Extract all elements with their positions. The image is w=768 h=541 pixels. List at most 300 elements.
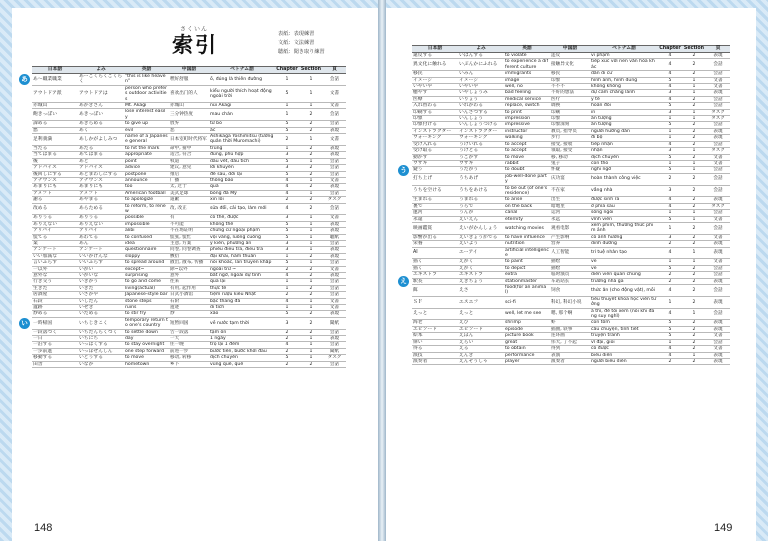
table-cell: 有 bbox=[169, 215, 209, 221]
table-cell: 表現 bbox=[706, 128, 730, 134]
table-cell: về nước tạm thời bbox=[209, 317, 275, 329]
table-cell: 駅長 bbox=[412, 278, 458, 284]
table-cell: 5 bbox=[658, 77, 682, 83]
table-cell: trúng bbox=[209, 145, 275, 151]
table-cell: tiệm rượu kiểu Nhật bbox=[209, 292, 275, 298]
table-cell: biểu diễn bbox=[590, 352, 658, 358]
table-cell: ồ, đúng là thiên đường bbox=[209, 74, 275, 86]
table-cell: 一以外 bbox=[32, 266, 78, 272]
column-header: ベトナム語 bbox=[209, 67, 275, 74]
table-cell: あやまる bbox=[78, 197, 124, 203]
table-cell: あわてる bbox=[78, 234, 124, 240]
table-cell: インストラクター bbox=[412, 128, 458, 134]
table-cell: いいかげんな bbox=[78, 253, 124, 259]
table-cell: 後 bbox=[32, 158, 78, 164]
table-cell: to have influence bbox=[504, 234, 550, 240]
table-cell: えきちょう bbox=[458, 278, 504, 284]
table-cell: 散出, 散布, 传播 bbox=[169, 260, 209, 266]
table-cell: タスク bbox=[706, 148, 730, 154]
book-gutter bbox=[378, 0, 386, 541]
table-cell: 文書 bbox=[323, 103, 346, 109]
table-cell: 1 bbox=[275, 305, 299, 311]
table-cell: ウサギ bbox=[412, 160, 458, 166]
table-cell: to depict bbox=[504, 265, 550, 271]
table-cell: 会話 bbox=[706, 308, 730, 320]
table-cell: 适合, 符合 bbox=[169, 152, 209, 158]
table-cell: あとまわしにする bbox=[78, 171, 124, 177]
table-cell: 表現 bbox=[706, 320, 730, 326]
table-cell: 受け取る bbox=[412, 148, 458, 154]
index-title-block bbox=[172, 26, 218, 57]
table-cell: 5 bbox=[658, 216, 682, 222]
table-cell: one step forward bbox=[124, 348, 169, 354]
legend-item: 聴紙：聞き取り練習 bbox=[278, 49, 325, 55]
table-cell: 问卷, 问卷调查 bbox=[169, 247, 209, 253]
table-row bbox=[32, 74, 346, 86]
table-cell: 演奏者 bbox=[412, 358, 458, 364]
column-header: 中国語 bbox=[550, 46, 590, 53]
table-cell: vội vàng, luống cuống bbox=[209, 234, 275, 240]
table-cell: trọ lại 1 đêm bbox=[209, 342, 275, 348]
table-row bbox=[32, 361, 346, 367]
table-cell: 2 bbox=[682, 234, 706, 240]
table-cell: to reform, to renew bbox=[124, 203, 169, 215]
table-cell: 2 bbox=[275, 197, 299, 203]
table-cell: American football bbox=[124, 190, 169, 196]
table-cell: too bbox=[124, 184, 169, 190]
table-cell: 印刷 bbox=[550, 109, 590, 115]
table-cell: 表現 bbox=[706, 135, 730, 141]
table-cell: 科幻, 科幻小说 bbox=[550, 296, 590, 308]
table-cell: 1 bbox=[275, 253, 299, 259]
table-cell: 1 bbox=[658, 259, 682, 265]
column-header: 英語 bbox=[124, 67, 169, 74]
table-cell: 1 bbox=[299, 342, 323, 348]
table-cell: 一段落つく bbox=[32, 329, 78, 335]
table-cell: 遗迹 bbox=[169, 305, 209, 311]
table-row bbox=[412, 247, 730, 259]
table-cell: truyện tranh bbox=[590, 333, 658, 339]
table-cell: 飽きっぽい bbox=[32, 109, 78, 121]
index-table-right bbox=[412, 45, 730, 365]
table-cell: 映画鑑賞 bbox=[412, 222, 458, 234]
table-cell: bad feeling bbox=[504, 90, 550, 96]
table-cell: いきた bbox=[78, 285, 124, 291]
table-cell: タスク bbox=[706, 109, 730, 115]
table-cell: 4 bbox=[658, 203, 682, 209]
table-cell: 文書 bbox=[323, 305, 346, 311]
table-cell: 1 bbox=[299, 177, 323, 183]
table-cell: alibi bbox=[124, 228, 169, 234]
table-cell: thực tế bbox=[209, 285, 275, 291]
table-cell: えいよう bbox=[458, 241, 504, 247]
table-cell: bậc thang đá bbox=[209, 298, 275, 304]
table-cell: ありうる bbox=[32, 215, 78, 221]
table-cell: 1 bbox=[299, 134, 323, 146]
table-cell: いやしょうみ bbox=[458, 90, 504, 96]
table-cell: 2 bbox=[682, 59, 706, 71]
table-cell: 移, 移动 bbox=[550, 154, 590, 160]
table-cell: 4 bbox=[658, 84, 682, 90]
table-cell: 乡下 bbox=[169, 361, 209, 367]
table-cell: to obtain bbox=[504, 346, 550, 352]
table-cell: player bbox=[504, 358, 550, 364]
table-cell: 会話 bbox=[706, 103, 730, 109]
table-cell: 会話 bbox=[706, 167, 730, 173]
table-cell: 往来 bbox=[169, 279, 209, 285]
table-cell: bước tiến, bước khởi đầu bbox=[209, 348, 275, 354]
table-cell: chứng cứ ngoại phạm bbox=[209, 228, 275, 234]
table-cell: mau chán bbox=[209, 109, 275, 121]
table-cell: impressive bbox=[504, 122, 550, 128]
table-cell: 1 ngày bbox=[209, 336, 275, 342]
table-cell: いしだん bbox=[78, 298, 124, 304]
table-cell: temporary return to one's country bbox=[125, 317, 168, 329]
table-cell: 会話 bbox=[706, 173, 730, 185]
table-cell: 三分钟热度 bbox=[169, 109, 209, 121]
table-cell: day bbox=[124, 336, 169, 342]
table-cell: あきらめる bbox=[78, 121, 124, 127]
table-cell: 1 bbox=[299, 228, 323, 234]
table-cell: đi bộ bbox=[590, 135, 658, 141]
table-cell: ác bbox=[209, 127, 275, 133]
table-cell: food(for an animal) bbox=[504, 285, 550, 297]
table-cell: 会話 bbox=[323, 260, 346, 266]
table-cell: 文書 bbox=[323, 266, 346, 272]
table-cell: えがく bbox=[458, 265, 504, 271]
table-cell: 庆功宴 bbox=[550, 173, 590, 185]
table-row bbox=[412, 185, 730, 197]
table-cell: いぶんかにふれる bbox=[458, 59, 504, 71]
table-cell: 4 bbox=[275, 190, 299, 196]
table-cell: 得到 bbox=[550, 346, 590, 352]
table-cell: tạm ổn bbox=[209, 329, 275, 335]
table-cell: 产生影响 bbox=[550, 234, 590, 240]
table-cell: 2 bbox=[682, 71, 706, 77]
index-title: 索引 bbox=[172, 33, 218, 57]
table-cell: 1 bbox=[299, 279, 323, 285]
table-cell: 移动, 转移 bbox=[169, 355, 209, 361]
table-cell: 2 bbox=[275, 348, 299, 354]
table-cell: impression bbox=[504, 116, 550, 122]
table-cell: person who prefers outdoor activities bbox=[125, 85, 168, 102]
table-cell: 1 bbox=[299, 85, 323, 102]
table-cell: 会話 bbox=[323, 342, 346, 348]
table-cell: extra bbox=[504, 272, 550, 278]
table-cell: except~ bbox=[124, 266, 169, 272]
table-cell: 2 bbox=[682, 122, 706, 128]
table-cell: con thỏ bbox=[590, 160, 658, 166]
table-cell: 4 bbox=[658, 59, 682, 71]
table-cell: 1 bbox=[682, 259, 706, 265]
table-cell: 2 bbox=[682, 141, 706, 147]
table-cell: 裏で bbox=[412, 203, 458, 209]
table-cell: di tích bbox=[209, 305, 275, 311]
table-cell: ウサギ bbox=[458, 160, 504, 166]
table-cell: 1 bbox=[299, 103, 323, 109]
table-cell: アドバイス bbox=[78, 165, 124, 171]
table-row bbox=[412, 296, 730, 308]
table-cell: 違反する bbox=[412, 53, 458, 59]
column-header: 中国語 bbox=[169, 67, 209, 74]
column-header: 頁 bbox=[706, 46, 730, 53]
table-cell: 4 bbox=[275, 184, 299, 190]
table-cell: dinh dưỡng bbox=[590, 241, 658, 247]
table-cell: 伟大, 了不起 bbox=[550, 339, 590, 345]
table-cell: 移民 bbox=[412, 71, 458, 77]
table-cell: 1 bbox=[299, 336, 323, 342]
table-cell: 4 bbox=[275, 203, 299, 215]
table-cell: イメージ bbox=[412, 77, 458, 83]
table-cell: アナウンス bbox=[32, 177, 78, 183]
table-cell: 表現 bbox=[706, 358, 730, 364]
table-cell: 医療 bbox=[412, 96, 458, 102]
table-cell: 文書 bbox=[323, 85, 346, 102]
table-cell: to print bbox=[504, 109, 550, 115]
kana-section-marker: い bbox=[19, 318, 30, 329]
table-cell: えほん bbox=[458, 333, 504, 339]
table-cell: いがいな bbox=[78, 273, 124, 279]
table-cell: vẽ bbox=[590, 259, 658, 265]
table-cell: 太, 过于 bbox=[169, 184, 209, 190]
table-cell: 1 bbox=[299, 215, 323, 221]
table-cell: sloppy bbox=[124, 253, 169, 259]
table-cell: エキストラ bbox=[412, 272, 458, 278]
table-cell: 印刷する bbox=[412, 109, 458, 115]
table-cell: 田舎 bbox=[32, 361, 78, 367]
table-cell: 石段 bbox=[32, 298, 78, 304]
table-cell: いい加減な bbox=[32, 253, 78, 259]
table-cell: 言いふらす bbox=[32, 260, 78, 266]
table-cell: 2 bbox=[682, 197, 706, 203]
table-cell: 5 bbox=[658, 333, 682, 339]
table-cell: watching movies bbox=[504, 222, 550, 234]
table-cell: 文書 bbox=[323, 177, 346, 183]
table-cell: 会話 bbox=[706, 222, 730, 234]
table-cell: ありうる bbox=[78, 215, 124, 221]
table-cell: 1 bbox=[682, 167, 706, 173]
table-cell: 广播 bbox=[169, 177, 209, 183]
table-cell: えいえん bbox=[458, 216, 504, 222]
table-cell: 4 bbox=[658, 53, 682, 59]
table-cell: 1 bbox=[299, 158, 323, 164]
table-cell: 1 bbox=[658, 128, 682, 134]
table-cell: 会話 bbox=[706, 71, 730, 77]
table-cell: えっと bbox=[458, 308, 504, 320]
table-row bbox=[412, 222, 730, 234]
table-cell: questionnaire bbox=[124, 247, 169, 253]
table-cell: 表現 bbox=[323, 152, 346, 158]
table-cell: 生まれる bbox=[412, 197, 458, 203]
table-cell: 5 bbox=[275, 221, 299, 227]
table-cell: 2 bbox=[682, 272, 706, 278]
table-cell: あらためる bbox=[78, 203, 124, 215]
table-cell: 描く bbox=[412, 259, 458, 265]
table-cell: 权道 bbox=[169, 158, 209, 164]
table-cell: vùng quê, quê bbox=[209, 361, 275, 367]
table-cell: あと bbox=[78, 158, 124, 164]
table-cell: 2 bbox=[275, 266, 299, 272]
table-cell: shrimp bbox=[504, 320, 550, 326]
table-cell: 不在场证明 bbox=[169, 228, 209, 234]
table-cell: 接触异文化 bbox=[550, 59, 590, 71]
table-cell: タスク bbox=[706, 116, 730, 122]
table-cell: 5 bbox=[275, 85, 299, 102]
table-cell: えび bbox=[458, 320, 504, 326]
table-cell: エピソード bbox=[412, 326, 458, 332]
table-cell: có thể, được bbox=[209, 215, 275, 221]
table-cell: あきっぽい bbox=[78, 109, 124, 121]
table-cell: 打ち上げ bbox=[412, 173, 458, 185]
table-cell: 当たる bbox=[32, 145, 78, 151]
table-cell: うまれる bbox=[458, 197, 504, 203]
table-cell: thức ăn (cho động vật), mồi bbox=[590, 285, 658, 297]
table-cell: 1 bbox=[275, 145, 299, 151]
table-cell: to violate bbox=[504, 53, 550, 59]
table-cell: 5 bbox=[275, 171, 299, 177]
table-cell: xào bbox=[209, 311, 275, 317]
table-cell: えっと bbox=[412, 308, 458, 320]
table-cell: to settle down bbox=[124, 329, 169, 335]
table-cell: 表現 bbox=[323, 145, 346, 151]
column-header: Section bbox=[300, 67, 322, 73]
table-cell: 5 bbox=[275, 234, 299, 240]
table-cell: surprising bbox=[124, 273, 169, 279]
table-cell: vĩnh viễn bbox=[590, 216, 658, 222]
table-cell: 4 bbox=[275, 342, 299, 348]
table-cell: うちをあける bbox=[458, 185, 504, 197]
table-cell: 喜欢出门的人 bbox=[169, 85, 209, 102]
table-cell: 1 bbox=[682, 84, 706, 90]
table-cell: 表現 bbox=[323, 253, 346, 259]
table-cell: 1 bbox=[682, 160, 706, 166]
table-cell: idea bbox=[124, 240, 169, 246]
table-cell: 入れ替わる bbox=[412, 103, 458, 109]
table-cell: được sinh ra bbox=[590, 197, 658, 203]
table-cell: 演技 bbox=[412, 352, 458, 358]
table-cell: to move bbox=[124, 355, 169, 361]
table-cell: 会話 bbox=[323, 292, 346, 298]
table-cell: 4 bbox=[658, 141, 682, 147]
table-cell: 3 bbox=[275, 152, 299, 158]
table-cell: 暗地里 bbox=[550, 203, 590, 209]
table-cell: kiểu người thích hoạt động ngoài trời bbox=[209, 85, 275, 102]
table-cell: câu chuyện, tình tiết bbox=[590, 326, 658, 332]
table-cell: 怀疑 bbox=[550, 167, 590, 173]
table-cell: 插曲, 轶事 bbox=[550, 326, 590, 332]
column-header: 日本語 bbox=[32, 67, 78, 74]
table-cell: 得る bbox=[412, 346, 458, 352]
table-cell: to give up bbox=[124, 121, 169, 127]
table-cell: タスク bbox=[706, 203, 730, 209]
table-cell: 5 bbox=[658, 326, 682, 332]
table-cell: point bbox=[124, 158, 169, 164]
table-cell: canal bbox=[504, 210, 550, 216]
table-cell: 2 bbox=[299, 266, 323, 272]
table-cell: ấn tượng bbox=[590, 122, 658, 128]
table-cell: rabbit bbox=[504, 160, 550, 166]
table-cell: 2 bbox=[275, 134, 299, 146]
table-cell: 描绘 bbox=[550, 265, 590, 271]
table-cell: アウトドアは bbox=[78, 85, 124, 102]
table-cell: 1 bbox=[682, 116, 706, 122]
table-cell: 移動する bbox=[32, 355, 78, 361]
table-cell: 1 bbox=[299, 260, 323, 266]
table-cell: アリバイ bbox=[32, 228, 78, 234]
table-row bbox=[412, 285, 730, 297]
table-cell: to confused bbox=[124, 234, 169, 240]
table-cell: 5 bbox=[275, 228, 299, 234]
table-cell: 4 bbox=[658, 71, 682, 77]
table-cell: エキストラ bbox=[458, 272, 504, 278]
table-cell: 会話 bbox=[706, 272, 730, 278]
table-cell: 慌てる bbox=[32, 234, 78, 240]
table-cell: 意外な bbox=[32, 273, 78, 279]
table-cell: 栄養 bbox=[412, 241, 458, 247]
table-cell: 4 bbox=[658, 346, 682, 352]
column-header: 頁 bbox=[323, 67, 346, 74]
table-cell: 2 bbox=[299, 109, 323, 121]
table-cell: アンケート bbox=[32, 247, 78, 253]
table-cell: 石阶 bbox=[169, 298, 209, 304]
table-cell: 2 bbox=[682, 339, 706, 345]
table-cell: 1 bbox=[682, 247, 706, 259]
table-cell: 表演 bbox=[550, 352, 590, 358]
table-cell: あーごくらくごくらく bbox=[79, 74, 123, 85]
table-cell: いちだんらくつく bbox=[78, 329, 124, 335]
table-cell: 動かす bbox=[412, 154, 458, 160]
table-cell: 会話 bbox=[323, 121, 346, 127]
table-cell: tiếp nhận bbox=[590, 141, 658, 147]
table-cell: 2 bbox=[299, 197, 323, 203]
table-cell: 会話 bbox=[323, 171, 346, 177]
table-cell: 一歩前進 bbox=[32, 348, 78, 354]
table-cell: 4 bbox=[658, 96, 682, 102]
table-cell: 1 bbox=[299, 305, 323, 311]
table-cell: 会話 bbox=[706, 96, 730, 102]
table-cell: replace, switch bbox=[504, 103, 550, 109]
table-cell: 5 bbox=[658, 122, 682, 128]
table-cell: 会話 bbox=[323, 361, 346, 367]
table-cell: 会話 bbox=[323, 109, 346, 121]
table-cell: 2 bbox=[682, 53, 706, 59]
table-cell: いやいや bbox=[458, 84, 504, 90]
table-cell: trưởng nhà ga bbox=[590, 278, 658, 284]
table-cell: ありえない bbox=[32, 221, 78, 227]
table-cell: える bbox=[458, 346, 504, 352]
table-cell: 2 bbox=[682, 326, 706, 332]
table-cell: immigrants bbox=[504, 71, 550, 77]
table-cell: 会話 bbox=[323, 165, 346, 171]
table-cell: いちにち bbox=[78, 336, 124, 342]
table-cell: えいきょうがでる bbox=[458, 234, 504, 240]
column-header: よみ bbox=[78, 67, 124, 74]
table-cell: 描绘 bbox=[550, 259, 590, 265]
table-cell: 餌 bbox=[412, 285, 458, 297]
table-cell: possible bbox=[124, 215, 169, 221]
table-cell: 前进一步 bbox=[169, 348, 209, 354]
table-cell: to doubt bbox=[504, 167, 550, 173]
table-cell: 2 bbox=[682, 346, 706, 352]
table-cell: うごかす bbox=[458, 154, 504, 160]
legend-item: 表紙：表現練習 bbox=[278, 31, 315, 37]
table-cell: 聴紙 bbox=[323, 234, 346, 240]
table-row bbox=[32, 317, 346, 329]
table-cell: 5 bbox=[275, 355, 299, 361]
table-cell: 短暂回国 bbox=[169, 317, 209, 329]
table-cell: 表現 bbox=[706, 278, 730, 284]
table-cell: 2 bbox=[682, 358, 706, 364]
